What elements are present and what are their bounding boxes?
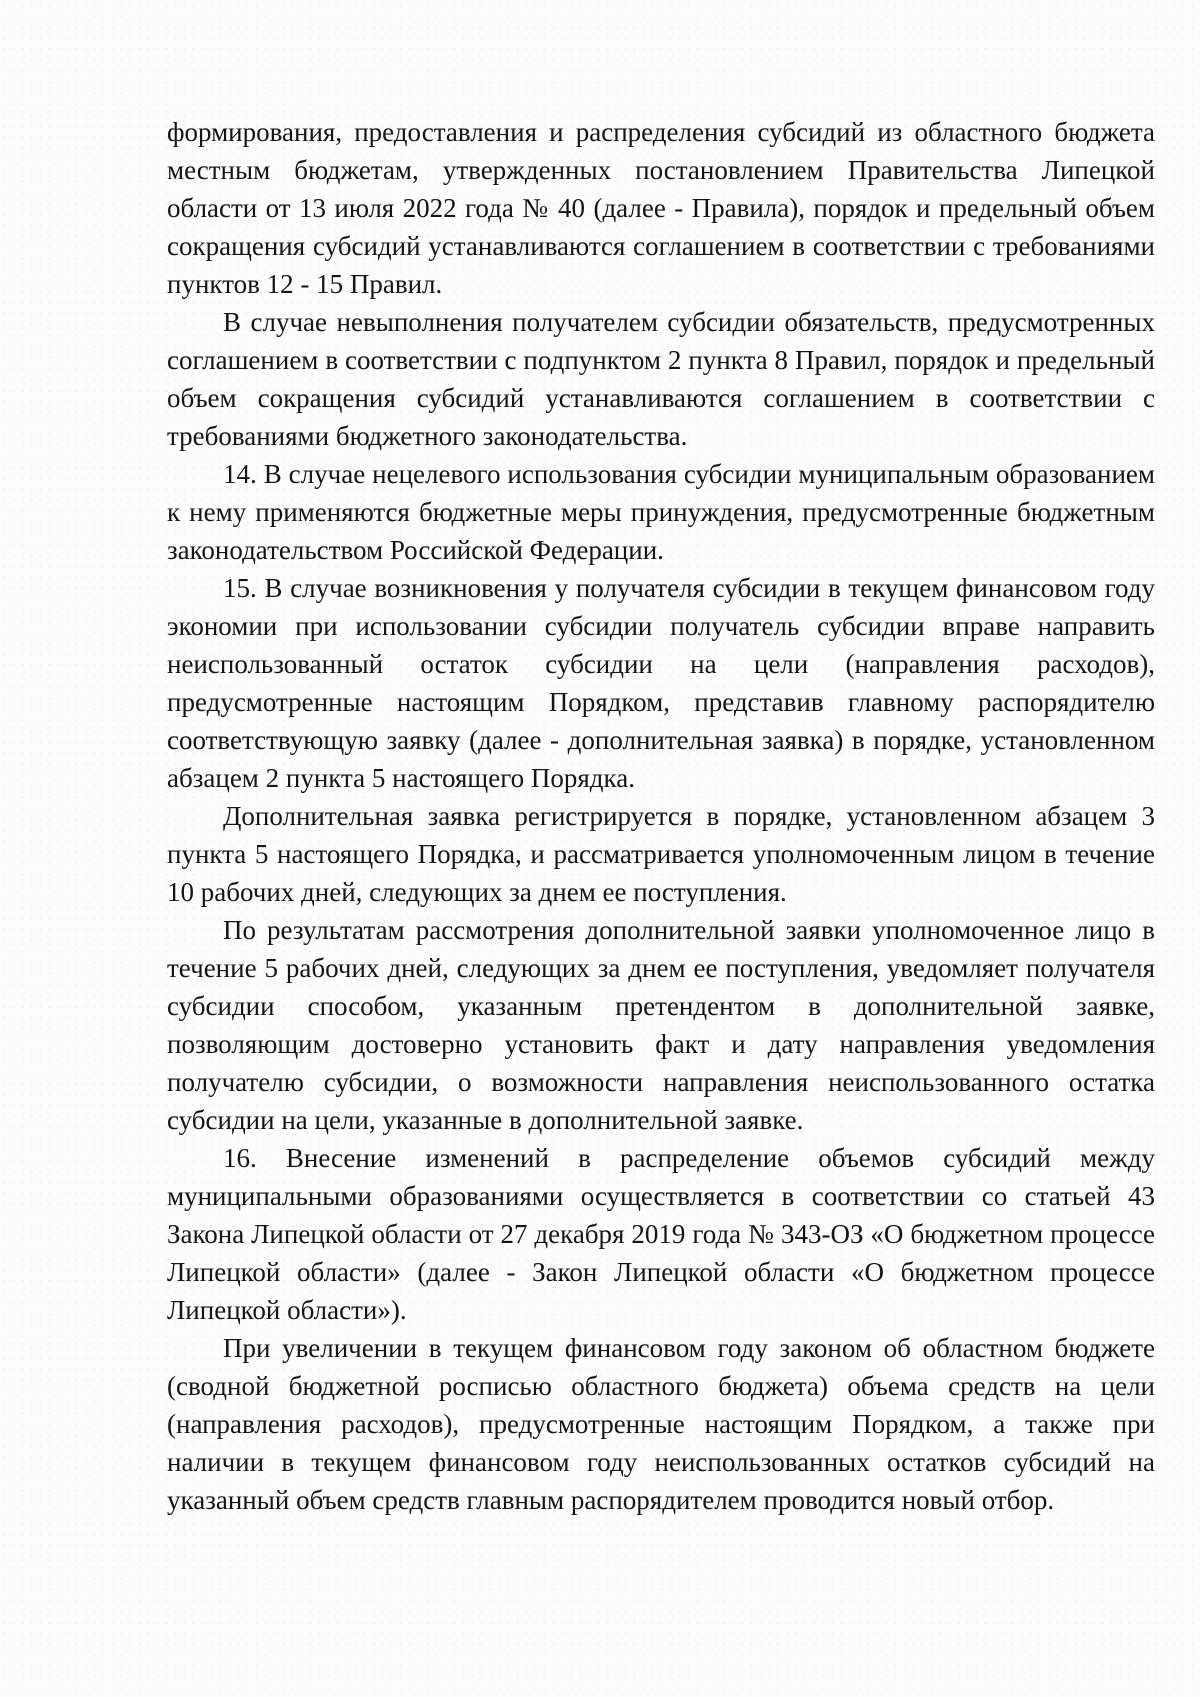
document-page [167, 113, 1155, 1519]
paragraph-clause-14: 14. В случае нецелевого использования субсидии муниципальным образованием к нему применяются бюджетные меры принуждения, предусмотренные бюджетным законодательством Российской Федерации. [167, 459, 1155, 565]
paragraph-clause-15: 15. В случае возникновения у получателя субсидии в текущем финансовом году экономии при использовании субсидии получатель субсидии вправе направить неиспользованный остаток субсидии на цели (направления расходов), предусмотренные настоящим Порядком, представив главному распорядителю соответствующую заявку (далее - дополнительная заявка) в порядке, установленном абзацем 2 пункта 5 настоящего Порядка. [167, 573, 1155, 793]
paragraph-rules-continued: формирования, предоставления и распределения субсидий из областного бюджета местным бюджетам, утвержденных постановлением Правительства Липецкой области от 13 июля 2022 года № 40 (далее - Правила), порядок и предельный объем сокращения субсидий устанавливаются соглашением в соответствии с требованиями пунктов 12 - 15 Правил. [167, 117, 1155, 299]
paragraph-additional-request: Дополнительная заявка регистрируется в порядке, установленном абзацем 3 пункта 5 настоящего Порядка, и рассматривается уполномоченным лицом в течение 10 рабочих дней, следующих за днем ее поступления. [167, 801, 1155, 907]
paragraph-review-results: По результатам рассмотрения дополнительной заявки уполномоченное лицо в течение 5 рабочих дней, следующих за днем ее поступления, уведомляет получателя субсидии способом, указанным претендентом в дополнительной заявке, позволяющим достоверно установить факт и дату направления уведомления получателю субсидии, о возможности направления неиспользованного остатка субсидии на цели, указанные в дополнительной заявке. [167, 915, 1155, 1135]
paragraph-clause-16: 16. Внесение изменений в распределение объемов субсидий между муниципальными образованиями осуществляется в соответствии со статьей 43 Закона Липецкой области от 27 декабря 2019 года № 343-ОЗ «О бюджетном процессе Липецкой области» (далее - Закон Липецкой области «О бюджетном процессе Липецкой области»). [167, 1143, 1155, 1325]
paragraph-non-fulfillment: В случае невыполнения получателем субсидии обязательств, предусмотренных соглашением в соответствии с подпунктом 2 пункта 8 Правил, порядок и предельный объем сокращения субсидий устанавливаются соглашением в соответствии с требованиями бюджетного законодательства. [167, 307, 1155, 451]
paragraph-budget-increase: При увеличении в текущем финансовом году законом об областном бюджете (сводной бюджетной росписью областного бюджета) объема средств на цели (направления расходов), предусмотренные настоящим Порядком, а также при наличии в текущем финансовом году неиспользованных остатков субсидий на указанный объем средств главным распорядителем проводится новый отбор. [167, 1333, 1155, 1515]
